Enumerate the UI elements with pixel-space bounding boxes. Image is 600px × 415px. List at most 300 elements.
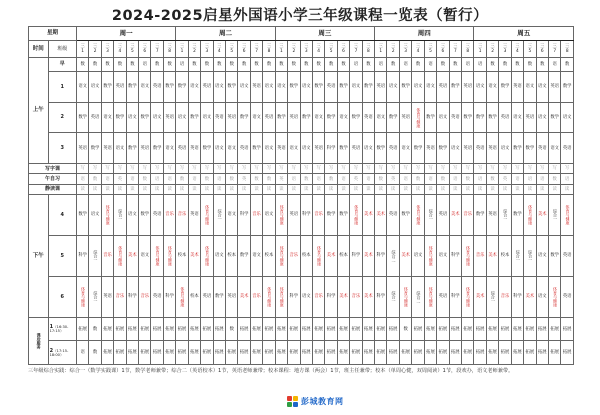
- lesson-cell: 拓展: [486, 317, 498, 341]
- lesson-cell: 数学: [375, 133, 387, 164]
- lesson-cell: 体育与健康: [524, 194, 536, 235]
- class-number-part: 8: [466, 49, 470, 55]
- lesson-cell: 美术: [449, 194, 461, 235]
- lesson-cell: 数: [399, 317, 411, 341]
- special-cell: 语: [101, 174, 113, 184]
- lesson-cell: 语文: [300, 276, 312, 317]
- class-number-part: 三: [304, 44, 309, 50]
- lesson-cell: 数学: [412, 133, 424, 164]
- special-label: 写字课: [29, 164, 77, 174]
- special-cell: 语: [76, 174, 88, 184]
- lesson-cell: 英语: [201, 72, 213, 103]
- special-cell: 写: [399, 164, 411, 174]
- class-number-part: 6: [242, 49, 246, 55]
- lesson-cell: 语文: [176, 102, 188, 133]
- lesson-cell: 拓展: [437, 341, 449, 365]
- special-cell: 语: [163, 174, 175, 184]
- lesson-cell: 数: [213, 57, 225, 71]
- lesson-cell: 英语: [288, 102, 300, 133]
- special-cell: 读: [325, 184, 337, 194]
- lesson-cell: 数学: [275, 102, 287, 133]
- special-cell: 读: [300, 184, 312, 194]
- class-number-part: 三: [527, 44, 532, 50]
- lesson-cell: 英语: [387, 133, 399, 164]
- special-cell: 写: [486, 164, 498, 174]
- special-cell: 数: [548, 174, 560, 184]
- class-number: [188, 41, 200, 57]
- lesson-cell: 拓展: [536, 341, 548, 365]
- lesson-cell: 英语: [151, 194, 163, 235]
- special-cell: 读: [399, 184, 411, 194]
- class-number: [312, 41, 324, 57]
- class-number-part: 6: [540, 49, 544, 55]
- lesson-cell: 拓展: [312, 317, 324, 341]
- lesson-cell: 英语: [561, 133, 574, 164]
- lesson-cell: 语文: [126, 194, 138, 235]
- class-number: [126, 41, 138, 57]
- lesson-cell: 语文: [139, 235, 151, 276]
- lesson-cell: 拓展: [337, 341, 349, 365]
- class-number-part: 1: [180, 49, 184, 55]
- class-number-part: 5: [329, 49, 333, 55]
- special-cell: 读: [238, 184, 250, 194]
- lesson-cell: 拓展: [312, 341, 324, 365]
- lesson-cell: 数: [288, 57, 300, 71]
- lesson-cell: 综合一: [499, 194, 511, 235]
- lesson-cell: 科学: [163, 276, 175, 317]
- lesson-cell: 科学: [238, 194, 250, 235]
- class-number-part: 三: [341, 44, 346, 50]
- lesson-cell: 拓展: [238, 317, 250, 341]
- special-cell: 数: [412, 174, 424, 184]
- class-number: [375, 41, 387, 57]
- class-number-part: 1: [81, 49, 85, 55]
- period-label: 早: [48, 57, 76, 71]
- lesson-cell: 语文: [536, 235, 548, 276]
- lesson-cell: 数: [226, 57, 238, 71]
- lesson-cell: 语文: [263, 72, 275, 103]
- lesson-cell: 体育与健康: [101, 194, 113, 235]
- class-number-part: 三: [105, 44, 110, 50]
- class-number: [139, 41, 151, 57]
- class-number-part: 三: [266, 44, 272, 50]
- special-cell: 读: [387, 184, 399, 194]
- lesson-cell: 英语: [151, 72, 163, 103]
- special-cell: 读: [76, 184, 88, 194]
- morning-period-row: [29, 57, 574, 71]
- class-number: [536, 41, 548, 57]
- lesson-cell: 数学: [325, 102, 337, 133]
- slot-time: （17:15-18:00）: [49, 348, 69, 357]
- class-number-part: 三: [415, 44, 421, 50]
- lesson-cell: 数学: [250, 133, 262, 164]
- special-cell: 写: [201, 164, 213, 174]
- class-number-part: 三: [540, 44, 545, 50]
- class-number-part: 三: [291, 44, 296, 50]
- lesson-cell: 拓展: [362, 341, 374, 365]
- lesson-cell: 体育与健康: [275, 194, 287, 235]
- class-number-part: 三: [465, 44, 470, 50]
- lesson-cell: 科学: [375, 276, 387, 317]
- special-cell: 读: [188, 184, 200, 194]
- special-label: 静读课: [29, 184, 77, 194]
- lesson-cell: 语文: [536, 102, 548, 133]
- special-cell: 语: [126, 174, 138, 184]
- lesson-cell: 英语: [275, 133, 287, 164]
- lesson-cell: 体育与健康: [561, 194, 574, 235]
- after-school-row: [29, 317, 574, 341]
- lesson-cell: 英语: [312, 133, 324, 164]
- class-number-part: 三: [130, 44, 135, 50]
- lesson-cell: 语: [548, 57, 560, 71]
- morning-period-row: [29, 72, 574, 103]
- lesson-cell: 语文: [337, 102, 349, 133]
- lesson-cell: 数: [163, 57, 175, 71]
- lesson-cell: 数学: [424, 102, 436, 133]
- class-number-part: 三: [117, 44, 123, 50]
- class-number: [524, 41, 536, 57]
- special-cell: 数: [263, 174, 275, 184]
- lesson-cell: 语文: [76, 72, 88, 103]
- special-cell: 写: [139, 164, 151, 174]
- class-number: [288, 41, 300, 57]
- special-cell: 读: [151, 184, 163, 194]
- class-number: [263, 41, 275, 57]
- lesson-cell: 语文: [151, 102, 163, 133]
- lesson-cell: 语文: [101, 102, 113, 133]
- lesson-cell: 美术: [325, 235, 337, 276]
- lesson-cell: 数: [263, 57, 275, 71]
- special-cell: 数: [226, 174, 238, 184]
- lesson-cell: 拓展: [250, 341, 262, 365]
- lesson-cell: 美术: [474, 276, 486, 317]
- lesson-cell: 音乐: [288, 235, 300, 276]
- class-number-part: 三: [241, 44, 247, 50]
- lesson-cell: 英语: [226, 102, 238, 133]
- special-cell: 写: [163, 164, 175, 174]
- special-cell: 写: [126, 164, 138, 174]
- lesson-cell: 语文: [139, 72, 151, 103]
- lesson-cell: 拓展: [536, 317, 548, 341]
- lesson-cell: 语文: [275, 72, 287, 103]
- class-number-part: 3: [106, 49, 109, 55]
- lesson-cell: 语文: [114, 133, 126, 164]
- lesson-cell: 音乐: [250, 194, 262, 235]
- lesson-cell: 数学: [561, 72, 574, 103]
- lesson-cell: 数学: [387, 102, 399, 133]
- special-cell: 英: [238, 174, 250, 184]
- lesson-cell: 数: [250, 57, 262, 71]
- lesson-cell: 数: [89, 317, 101, 341]
- after-school-slot: [48, 341, 76, 365]
- lesson-cell: 体育与健康: [462, 235, 474, 276]
- lesson-cell: 语文: [213, 133, 225, 164]
- lesson-cell: 数学: [312, 72, 324, 103]
- lesson-cell: 校本: [226, 235, 238, 276]
- class-number: [76, 41, 88, 57]
- lesson-cell: 英语: [437, 276, 449, 317]
- afternoon-period-row: [29, 276, 574, 317]
- lesson-cell: 数学: [89, 133, 101, 164]
- lesson-cell: 英语: [250, 72, 262, 103]
- lesson-cell: 综合二: [412, 276, 424, 317]
- after-school-row: [29, 341, 574, 365]
- lesson-cell: 体育与健康: [350, 194, 362, 235]
- class-number-part: 4: [516, 49, 519, 55]
- lesson-cell: 语: [176, 57, 188, 71]
- lesson-cell: 语文: [474, 72, 486, 103]
- special-cell: 数: [437, 174, 449, 184]
- lesson-cell: 英语: [375, 72, 387, 103]
- lesson-cell: 体育与健康: [412, 102, 424, 133]
- after-school-slot: [48, 317, 76, 341]
- lesson-cell: 科学: [375, 235, 387, 276]
- lesson-cell: 英语: [101, 133, 113, 164]
- special-cell: 英: [114, 174, 126, 184]
- class-number: [399, 41, 411, 57]
- lesson-cell: 英语: [399, 102, 411, 133]
- special-cell: 数: [300, 174, 312, 184]
- class-number-part: 三: [316, 44, 321, 50]
- lesson-cell: 拓展: [275, 317, 287, 341]
- lesson-cell: 综合一: [387, 276, 399, 317]
- special-cell: 写: [151, 164, 163, 174]
- class-number: [462, 41, 474, 57]
- class-number-part: 8: [168, 49, 171, 55]
- lesson-cell: 科学: [325, 133, 337, 164]
- lesson-cell: 数: [362, 57, 374, 71]
- class-number: [548, 41, 560, 57]
- special-cell: 读: [312, 184, 324, 194]
- lesson-cell: 体育与健康: [263, 276, 275, 317]
- lesson-cell: 语文: [288, 133, 300, 164]
- special-cell: 读: [213, 184, 225, 194]
- lesson-cell: 体育与健康: [462, 276, 474, 317]
- special-cell: 数: [176, 174, 188, 184]
- lesson-cell: 英语: [536, 133, 548, 164]
- lesson-cell: 综合一: [89, 235, 101, 276]
- lesson-cell: 科学: [449, 276, 461, 317]
- time-label: 时间: [29, 41, 49, 57]
- lesson-cell: 拓展: [462, 317, 474, 341]
- class-number: [114, 41, 126, 57]
- special-cell: 读: [412, 184, 424, 194]
- special-cell: 写: [412, 164, 424, 174]
- lesson-cell: 科学: [126, 276, 138, 317]
- period-label: 2: [48, 102, 76, 133]
- class-number-part: 三: [192, 44, 197, 50]
- special-cell: 读: [350, 184, 362, 194]
- lesson-cell: 英语: [387, 194, 399, 235]
- class-number: [350, 41, 362, 57]
- class-number-part: 三: [229, 44, 234, 50]
- lesson-cell: 拓展: [474, 341, 486, 365]
- class-number: [486, 41, 498, 57]
- lesson-cell: 拓展: [424, 317, 436, 341]
- special-cell: 语: [561, 174, 574, 184]
- lesson-cell: 数学: [337, 133, 349, 164]
- lesson-cell: 数: [89, 341, 101, 365]
- lesson-cell: 拓展: [561, 317, 574, 341]
- class-number-part: 三: [403, 44, 408, 50]
- class-number: [474, 41, 486, 57]
- lesson-cell: 音乐: [163, 194, 175, 235]
- lesson-cell: 拓展: [375, 317, 387, 341]
- special-cell: 语: [188, 174, 200, 184]
- week-label: 星期: [29, 27, 77, 41]
- lesson-cell: 英语: [499, 102, 511, 133]
- lesson-cell: 英语: [176, 133, 188, 164]
- special-cell: 读: [126, 184, 138, 194]
- lesson-cell: 拓展: [126, 317, 138, 341]
- class-number-part: 7: [354, 49, 358, 55]
- lesson-cell: 数学: [548, 102, 560, 133]
- lesson-cell: 拓展: [263, 317, 275, 341]
- lesson-cell: 拓展: [362, 317, 374, 341]
- lesson-cell: 拓展: [114, 341, 126, 365]
- lesson-cell: 数学: [462, 102, 474, 133]
- class-number-part: 三: [353, 44, 359, 50]
- class-number: [101, 41, 113, 57]
- morning-period-row: [29, 102, 574, 133]
- lesson-cell: 语文: [437, 102, 449, 133]
- special-cell: 数: [375, 174, 387, 184]
- class-number-part: 三: [502, 44, 508, 50]
- day-header-row: [29, 27, 574, 41]
- lesson-cell: 音乐: [139, 276, 151, 317]
- lesson-cell: 数学: [337, 194, 349, 235]
- class-number: [163, 41, 175, 57]
- class-number: [337, 41, 349, 57]
- lesson-cell: 语文: [486, 72, 498, 103]
- lesson-cell: 体育与健康: [424, 276, 436, 317]
- lesson-cell: 英语: [524, 102, 536, 133]
- class-number-part: 4: [416, 49, 420, 55]
- lesson-cell: 语文: [213, 235, 225, 276]
- lesson-cell: 美术: [362, 276, 374, 317]
- lesson-cell: 校本: [499, 235, 511, 276]
- lesson-cell: 数: [412, 57, 424, 71]
- lesson-cell: 拓展: [114, 317, 126, 341]
- lesson-cell: 数: [275, 57, 287, 71]
- lesson-cell: 语文: [250, 235, 262, 276]
- lesson-cell: 拓展: [188, 317, 200, 341]
- lesson-cell: 拓展: [325, 341, 337, 365]
- special-cell: 语: [449, 174, 461, 184]
- lesson-cell: 综合二: [387, 235, 399, 276]
- lesson-cell: 数: [226, 317, 238, 341]
- lesson-cell: 体育与健康: [548, 276, 560, 317]
- lesson-cell: 科学: [288, 276, 300, 317]
- lesson-cell: 数: [449, 57, 461, 71]
- lesson-cell: 语文: [511, 102, 523, 133]
- day-header: 周一: [76, 27, 175, 41]
- special-cell: 写: [250, 164, 262, 174]
- slot-time: （16:30-17:15）: [49, 325, 69, 334]
- lesson-cell: 数: [238, 57, 250, 71]
- lesson-cell: 英语: [449, 102, 461, 133]
- class-number-part: 8: [565, 49, 569, 55]
- class-number-part: 8: [366, 49, 370, 55]
- special-cell: 语: [524, 174, 536, 184]
- lesson-cell: 音乐: [474, 235, 486, 276]
- special-cell: 语: [213, 174, 225, 184]
- lesson-cell: 科学: [350, 235, 362, 276]
- lesson-cell: 体育与健康: [201, 235, 213, 276]
- lesson-cell: 拓展: [511, 341, 523, 365]
- lesson-cell: 音乐: [176, 194, 188, 235]
- special-cell: 读: [449, 184, 461, 194]
- class-number: [226, 41, 238, 57]
- lesson-cell: 数: [188, 57, 200, 71]
- class-number: [437, 41, 449, 57]
- special-cell: 写: [325, 164, 337, 174]
- lesson-cell: 体育与健康: [412, 194, 424, 235]
- lesson-cell: 美术: [375, 194, 387, 235]
- lesson-cell: 拓展: [548, 317, 560, 341]
- lesson-cell: 校本: [300, 235, 312, 276]
- footer-note: 三年级综合实践：综合一（数学实践课）1节，数学老师兼带；综合二（英语校本）1节，英语老师兼带；校本课程：地方课（两会）1节，班主任兼带；校本（单周心健，双周阅读）1节，段欢办，语文老师兼带。: [28, 368, 514, 374]
- lesson-cell: 音乐: [499, 276, 511, 317]
- lesson-cell: 数: [300, 57, 312, 71]
- lesson-cell: 拓展: [524, 317, 536, 341]
- class-number-part: 三: [453, 44, 458, 50]
- lesson-cell: 语文: [424, 72, 436, 103]
- special-cell: 写: [288, 164, 300, 174]
- lesson-cell: 音乐: [350, 276, 362, 317]
- lesson-cell: 拓展: [412, 317, 424, 341]
- lesson-cell: 美术: [399, 235, 411, 276]
- lesson-cell: 拓展: [325, 317, 337, 341]
- lesson-cell: 体育与健康: [275, 235, 287, 276]
- class-number-part: 6: [441, 49, 445, 55]
- class-number: [424, 41, 436, 57]
- class-number-part: 三: [515, 44, 520, 50]
- special-cell: 写: [424, 164, 436, 174]
- special-cell: 读: [499, 184, 511, 194]
- lesson-cell: 语: [350, 57, 362, 71]
- slot-number: 2: [49, 347, 54, 354]
- lesson-cell: 英语: [226, 276, 238, 317]
- lesson-cell: 体育与健康: [76, 276, 88, 317]
- lesson-cell: 拓展: [201, 341, 213, 365]
- lesson-cell: 拓展: [412, 341, 424, 365]
- lesson-cell: 英语: [474, 133, 486, 164]
- lesson-cell: 综合一: [89, 276, 101, 317]
- class-number-part: 三: [204, 44, 210, 50]
- lesson-cell: 数学: [139, 194, 151, 235]
- lesson-cell: 数学: [486, 102, 498, 133]
- lesson-cell: 数学: [76, 194, 88, 235]
- class-number: [213, 41, 225, 57]
- lesson-cell: 体育与健康: [399, 276, 411, 317]
- lesson-cell: 英语: [561, 276, 574, 317]
- special-cell: 写: [263, 164, 275, 174]
- lesson-cell: 英语: [188, 194, 200, 235]
- lesson-cell: 语文: [387, 72, 399, 103]
- lesson-cell: 数: [76, 57, 88, 71]
- lesson-cell: 英语: [325, 72, 337, 103]
- special-cell: 读: [548, 184, 560, 194]
- lesson-cell: 拓展: [163, 341, 175, 365]
- special-cell: 读: [424, 184, 436, 194]
- class-number: [151, 41, 163, 57]
- lesson-cell: 数学: [524, 133, 536, 164]
- lesson-cell: 英语: [462, 72, 474, 103]
- lesson-cell: 英语: [424, 133, 436, 164]
- special-cell: 读: [176, 184, 188, 194]
- lesson-cell: 语文: [524, 72, 536, 103]
